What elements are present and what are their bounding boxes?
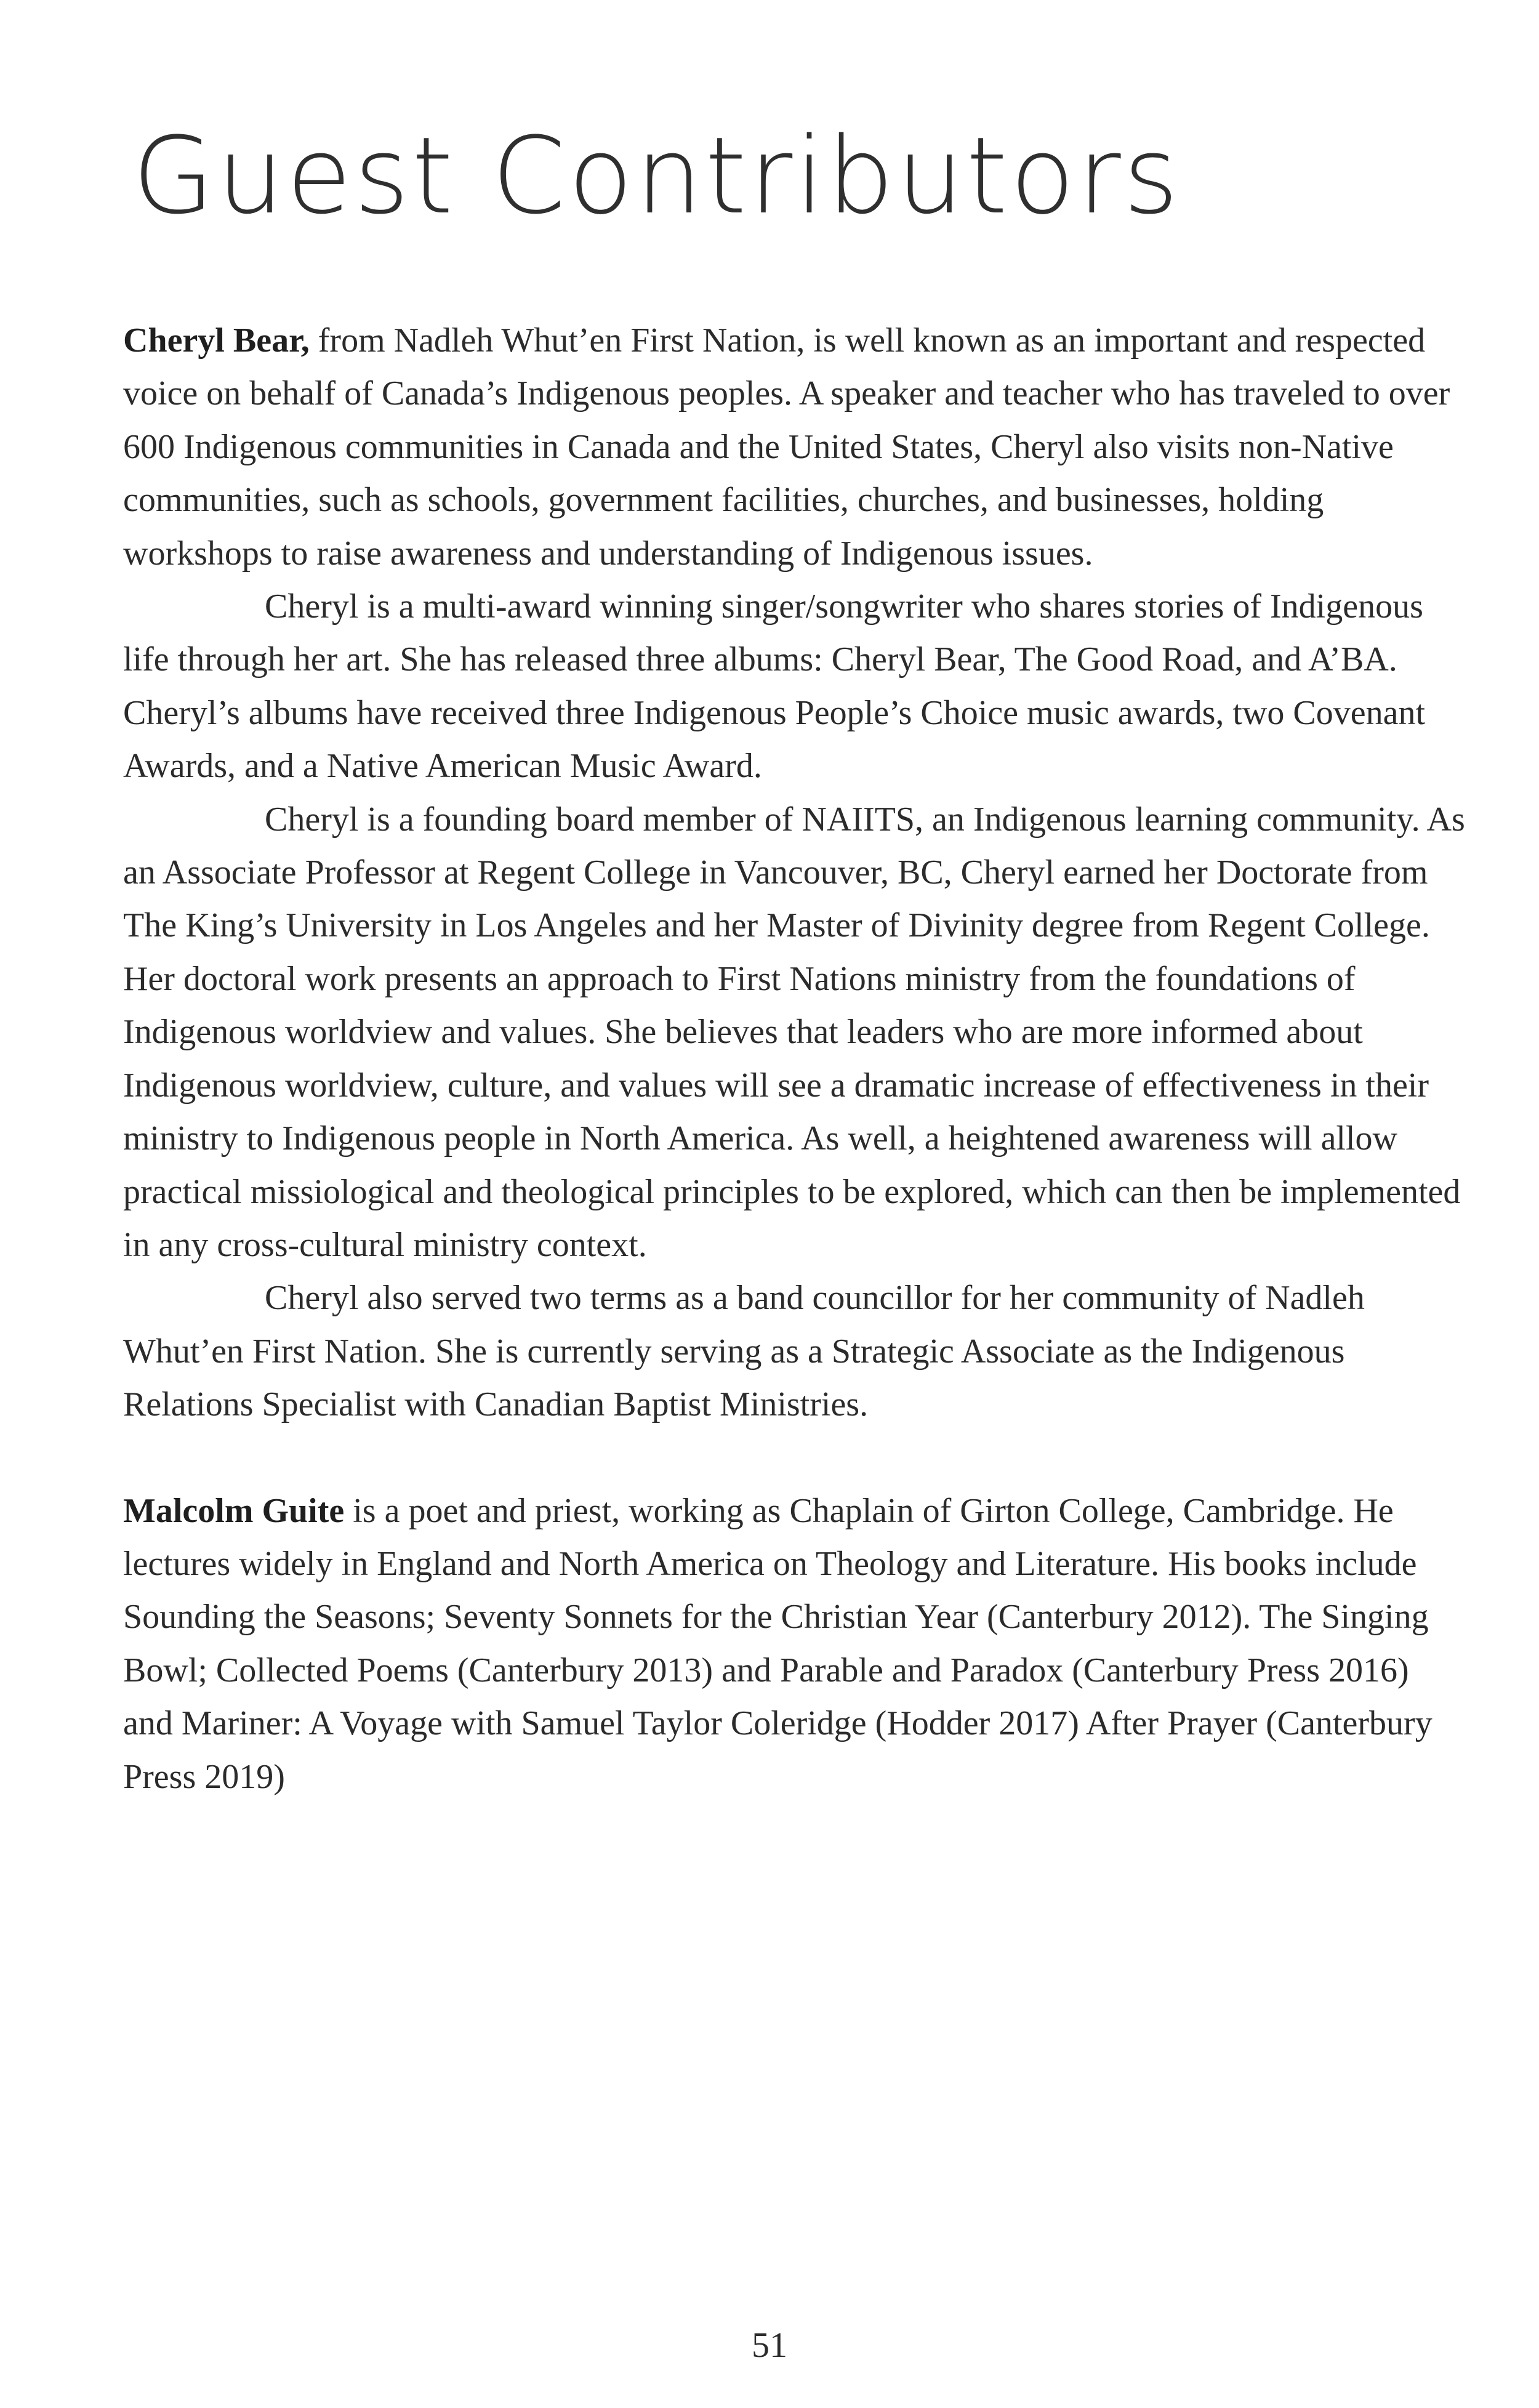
contributor-paragraph: Cheryl is a multi-award winning singer/songwriter who shares stories of Indigenous life through her art. She has released three albums: Cheryl Bear, The Good Road, and A’BA. Cheryl’s albums have received three Indigenous People’s Choice music awards, two Covenant Awards, and a Native American Music Award. [123,587,1426,786]
contributor-paragraph [123,314,1465,580]
page-title: Guest Contributors [132,114,1181,238]
contributor-paragraph: Cheryl also served two terms as a band councillor for her community of Nadleh Whut’en First Nation. She is currently serving as a Strategic Associate as the Indigenous Relations Specialist with Canadian Baptist Ministries. [123,1279,1365,1424]
contributor-entry-cheryl-bear [123,314,1465,1432]
page-number: 51 [752,2325,787,2365]
contributor-bio-text: is a poet and priest, working as Chaplain of Girton College, Cambridge. He lectures widely in England and North America on Theology and Literature. His books include Sounding the Seasons; Seventy Sonnets for the Christian Year (Canterbury 2012). The Singing Bowl; Collected Poems (Canterbury 2013) and Parable and Paradox (Canterbury Press 2016) and Mariner: A Voyage with Samuel Taylor Coleridge (Hodder 2017) After Prayer (Canterbury Press 2019) [123,1491,1433,1796]
contributor-name: Cheryl Bear, [123,321,310,360]
contributor-bio-text: from Nadleh Whut’en First Nation, is well known as an important and respected voice on behalf of Canada’s Indigenous peoples. A speaker and teacher who has traveled to over 600 Indigenous communities in Canada and the United States, Cheryl also visits non-Native communities, such as schools, government facilities, churches, and businesses, holding workshops to raise awareness and understanding of Indigenous issues. [123,321,1450,573]
contributor-paragraph: Cheryl is a founding board member of NAIITS, an Indigenous learning community. As an Associate Professor at Regent College in Vancouver, BC, Cheryl earned her Doctorate from The King’s University in Los Angeles and her Master of Divinity degree from Regent College. Her doctoral work presents an approach to First Nations ministry from the foundations of Indigenous worldview and values. She believes that leaders who are more informed about Indigenous worldview, culture, and values will see a dramatic increase of effectiveness in their ministry to Indigenous people in North America. As well, a heightened awareness will allow practical missiological and theological principles to be explored, which can then be implemented in any cross-cultural ministry context. [123,800,1465,1264]
contributor-entry-malcolm-guite [123,1484,1465,1803]
contributors-section [123,314,1465,1803]
section-spacer [123,1432,1465,1484]
contributor-name: Malcolm Guite [123,1491,345,1530]
contributor-paragraph [123,1484,1465,1803]
